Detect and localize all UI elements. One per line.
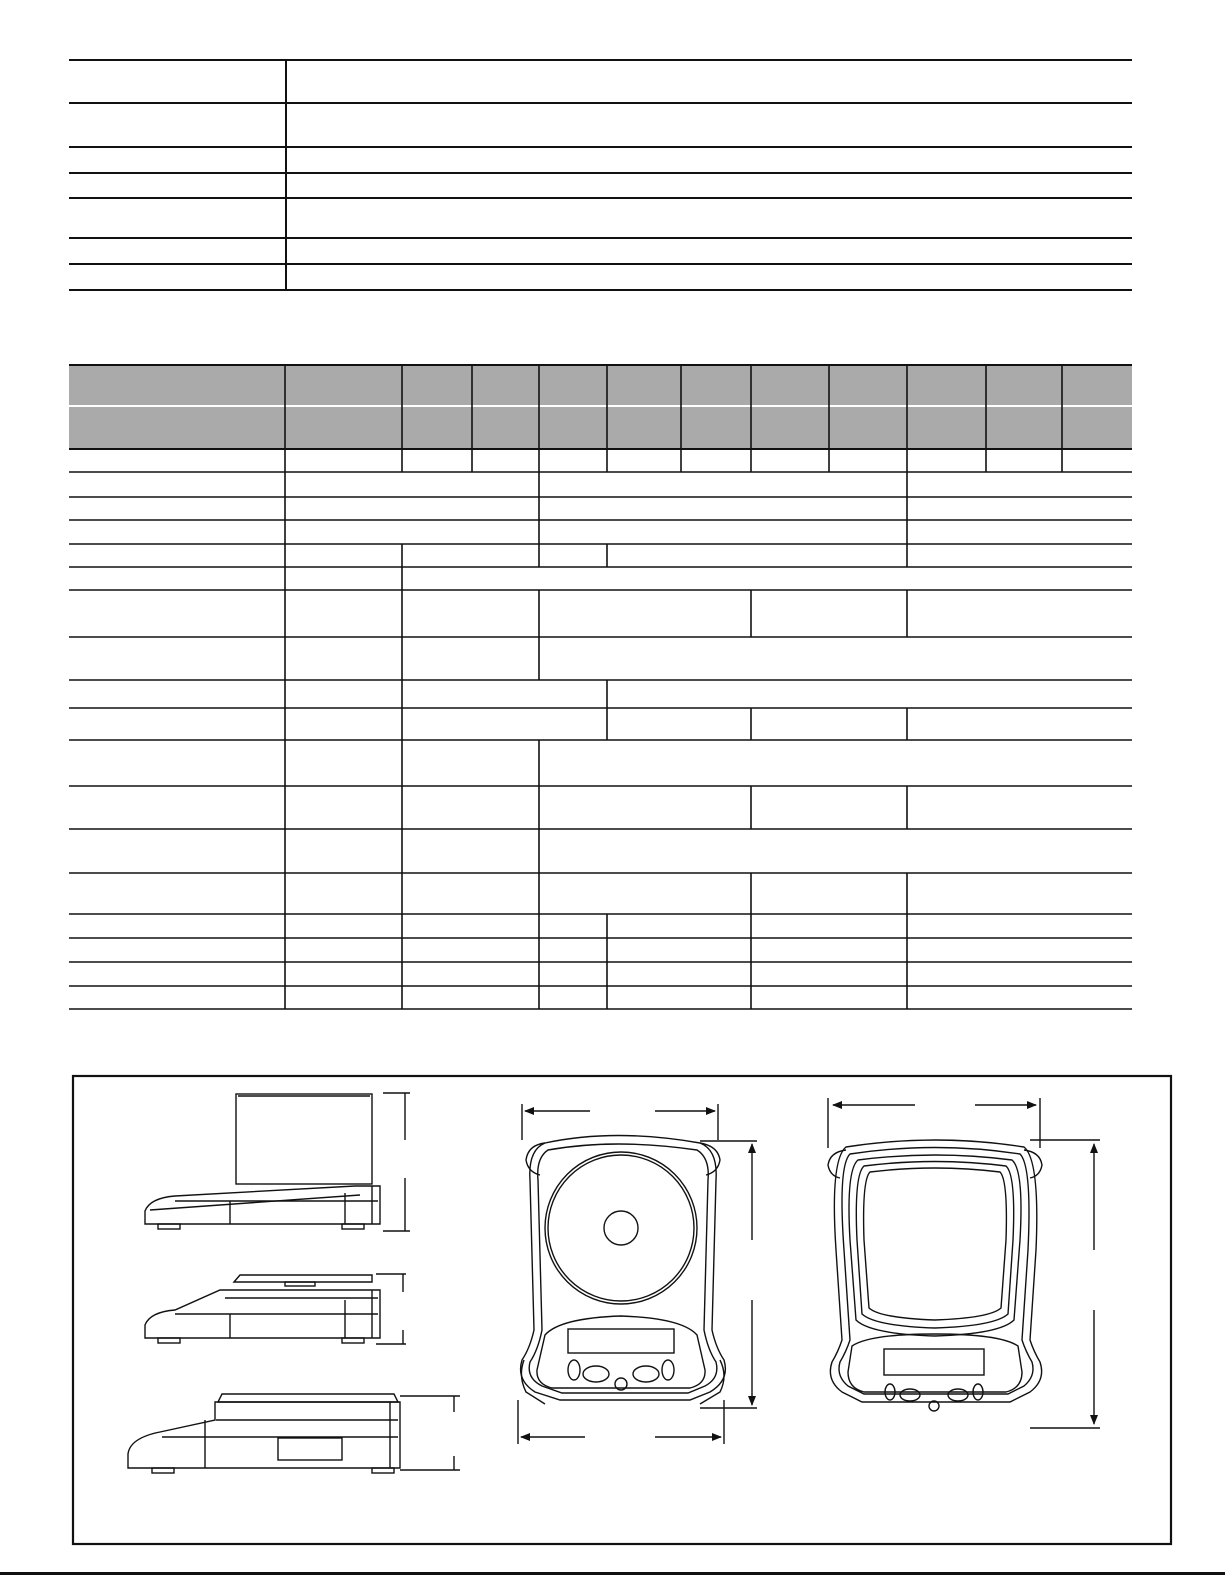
- side-view-flat-pan: [145, 1274, 406, 1344]
- top-view-square-pan: [828, 1098, 1100, 1428]
- side-view-display: [128, 1394, 460, 1473]
- side-view-draft-shield: [145, 1093, 410, 1231]
- top-view-round-pan: [518, 1104, 757, 1444]
- page-bottom-rule: [0, 1572, 1225, 1575]
